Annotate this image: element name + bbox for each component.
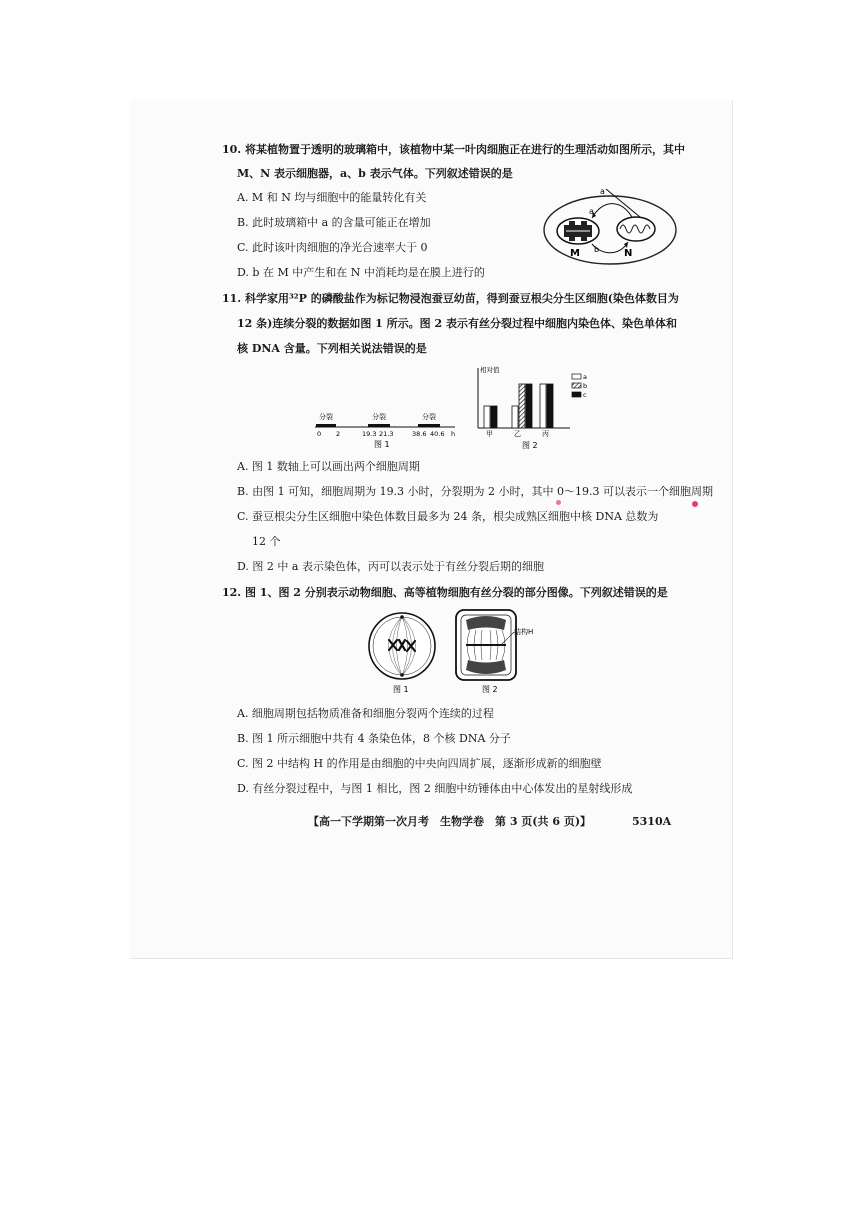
fig2-ylabel: 相对值 (480, 366, 500, 374)
q11-fig2-bar-chart (470, 364, 600, 452)
page-footer-title: 【高一下学期第一次月考 生物学卷 第 3 页(共 6 页)】 (308, 815, 592, 828)
q11-option-b: B. 由图 1 可知，细胞周期为 19.3 小时，分裂期为 2 小时，其中 0～19.3 可以表示一个细胞周期 (237, 485, 714, 498)
q11-stem-line1: 11. 科学家用³²P 的磷酸盐作为标记物浸泡蚕豆幼苗，得到蚕豆根尖分生区细胞(染色体数目为 (222, 292, 679, 305)
pink-mark-small (556, 500, 561, 505)
fig1-seg3-label: 分裂 (422, 413, 436, 421)
category-label-2: 丙 (542, 430, 549, 438)
q12-fig1-animal-cell (365, 610, 445, 694)
q10-option-d: D. b 在 M 中产生和在 N 中消耗均是在膜上进行的 (237, 266, 485, 279)
fig1-tick-21-3: 21.3 (379, 430, 394, 438)
page-footer-code: 5310A (632, 815, 672, 828)
q10-cell-diagram (540, 184, 680, 266)
fig1-tick-40-6: 40.6 (430, 430, 445, 438)
q11-option-a: A. 图 1 数轴上可以画出两个细胞周期 (237, 460, 420, 473)
mitochondrion-N (617, 217, 655, 241)
q10-stem-line2: M、N 表示细胞器，a、b 表示气体。下列叙述错误的是 (237, 167, 513, 180)
q12-option-a: A. 细胞周期包括物质准备和细胞分裂两个连续的过程 (237, 707, 494, 720)
q12-fig1-caption: 图 1 (393, 685, 409, 694)
q11-stem-line2: 12 条)连续分裂的数据如图 1 所示。图 2 表示有丝分裂过程中细胞内染色体、染色单体和 (237, 317, 677, 330)
fig1-tick-2: 2 (336, 430, 341, 438)
q11-option-c: C. 蚕豆根尖分生区细胞中染色体数目最多为 24 条，根尖成熟区细胞中核 DNA 总数为 (237, 510, 659, 523)
bar-a-1 (512, 406, 518, 428)
q11-option-d: D. 图 2 中 a 表示染色体，丙可以表示处于有丝分裂后期的细胞 (237, 560, 544, 573)
legend-label-b: b (583, 382, 588, 390)
fig1-tick-19-3: 19.3 (362, 430, 377, 438)
fig1-seg2-label: 分裂 (372, 413, 386, 421)
q12-fig2-plant-cell (452, 608, 552, 694)
bar-a-0 (484, 406, 490, 428)
legend-label-a: a (583, 373, 587, 381)
q11-fig1-timeline (310, 408, 470, 450)
legend-swatch-c (572, 392, 581, 397)
q10-option-b: B. 此时玻璃箱中 a 的含量可能正在增加 (237, 216, 431, 229)
fig1-tick-0: 0 (317, 430, 322, 438)
q12-fig2-caption: 图 2 (482, 685, 498, 694)
q11-stem-line3: 核 DNA 含量。下列相关说法错误的是 (237, 342, 427, 355)
label-M: M (570, 248, 580, 259)
q12-option-c: C. 图 2 中结构 H 的作用是由细胞的中央向四周扩展，逐渐形成新的细胞壁 (237, 757, 602, 770)
legend-label-c: c (583, 391, 587, 399)
fig1-tick-38-6: 38.6 (412, 430, 427, 438)
bar-c-1 (526, 384, 532, 428)
structure-h-label: 结构H (514, 628, 534, 636)
fig2-caption: 图 2 (522, 441, 538, 450)
legend-swatch-b (572, 383, 581, 388)
chloroplast-M (557, 218, 599, 244)
bar-c-2 (547, 384, 553, 428)
q11-option-c-cont: 12 个 (252, 535, 281, 548)
legend-swatch-a (572, 374, 581, 379)
label-N: N (624, 248, 633, 259)
q10-option-c: C. 此时该叶肉细胞的净光合速率大于 0 (237, 241, 428, 254)
bar-b-1 (519, 384, 525, 428)
q10-stem-line1: 10. 将某植物置于透明的玻璃箱中，该植物中某一叶肉细胞正在进行的生理活动如图所示，其中 (222, 143, 685, 156)
pink-mark (692, 501, 698, 507)
bar-c-0 (491, 406, 497, 428)
q12-option-b: B. 图 1 所示细胞中共有 4 条染色体，8 个核 DNA 分子 (237, 732, 511, 745)
label-a-top: a (600, 187, 605, 196)
category-label-1: 乙 (514, 430, 521, 438)
q10-option-a: A. M 和 N 均与细胞中的能量转化有关 (237, 191, 427, 204)
fig1-caption: 图 1 (374, 440, 390, 449)
fig1-unit: h (451, 430, 456, 438)
label-a-inner: a (589, 207, 594, 216)
bar-a-2 (540, 384, 546, 428)
q12-stem-line1: 12. 图 1、图 2 分别表示动物细胞、高等植物细胞有丝分裂的部分图像。下列叙述错误的是 (222, 586, 668, 599)
fig1-seg1-label: 分裂 (319, 413, 333, 421)
q12-option-d: D. 有丝分裂过程中，与图 1 相比，图 2 细胞中纺锤体由中心体发出的星射线形成 (237, 782, 633, 795)
label-b: b (594, 245, 600, 254)
category-label-0: 甲 (486, 430, 493, 438)
